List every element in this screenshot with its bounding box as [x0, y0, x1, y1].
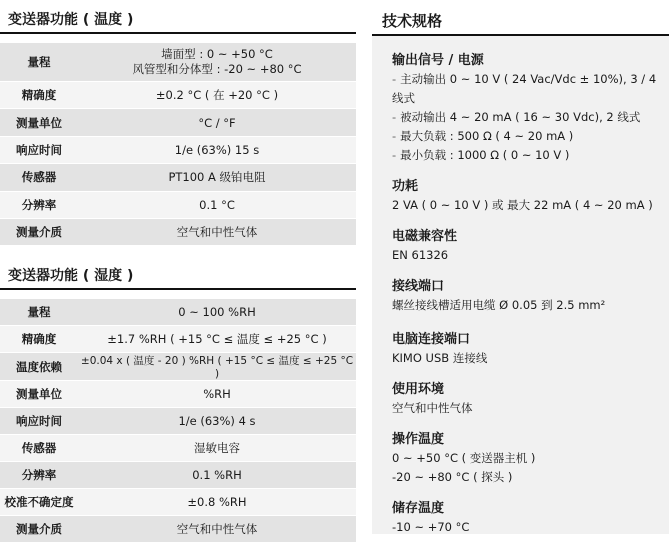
emc-heading: 电磁兼容性: [392, 229, 458, 244]
row-value: 0.1 %RH: [78, 462, 356, 489]
row-value: °C / °F: [78, 109, 356, 136]
table-row: [0, 299, 356, 326]
storage-heading: 储存温度: [392, 501, 445, 516]
env-value: 空气和中性气体: [392, 401, 473, 415]
table-row: [0, 109, 356, 136]
humidity-section: [0, 262, 356, 543]
row-key: 量程: [0, 299, 78, 326]
pc-value: KIMO USB 连接线: [392, 351, 488, 365]
spec-body: [372, 52, 669, 537]
row-key: 测量介质: [0, 218, 78, 245]
table-row: [0, 489, 356, 516]
humidity-title: 变送器功能 ( 湿度 ): [0, 262, 356, 290]
table-row: [0, 43, 356, 82]
row-key: 响应时间: [0, 136, 78, 163]
row-key: 量程: [0, 43, 78, 82]
spec-panel: [372, 6, 669, 534]
optemp-heading: 操作温度: [392, 432, 445, 447]
output-line: [392, 127, 669, 146]
table-row: [0, 435, 356, 462]
row-key: 传感器: [0, 164, 78, 191]
table-row: [0, 381, 356, 408]
row-value: PT100 A 级铂电阻: [78, 164, 356, 191]
dash-glyph: -: [392, 129, 397, 143]
table-row: [0, 408, 356, 435]
row-value: [78, 43, 356, 82]
row-value: 1/e (63%) 4 s: [78, 408, 356, 435]
row-value: %RH: [78, 381, 356, 408]
table-row: [0, 326, 356, 353]
row-key: 测量单位: [0, 109, 78, 136]
table-row: [0, 136, 356, 163]
row-key: 校准不确定度: [0, 489, 78, 516]
table-row: [0, 218, 356, 245]
storage-value: -10 ~ +70 °C: [392, 520, 470, 534]
row-key: 温度依赖: [0, 353, 78, 381]
table-row: [0, 164, 356, 191]
dash-glyph: -: [392, 72, 397, 86]
terminal-value: 螺丝接线槽适用电缆 Ø 0.05 到 2.5 mm²: [392, 298, 606, 312]
temperature-title: 变送器功能 ( 温度 ): [0, 6, 356, 34]
row-value: 0 ~ 100 %RH: [78, 299, 356, 326]
row-value: ±0.04 x ( 温度 - 20 ) %RH ( +15 °C ≤ 温度 ≤ +25 °C ): [78, 353, 356, 381]
table-row: [0, 191, 356, 218]
table-row: [0, 82, 356, 109]
emc-value: EN 61326: [392, 248, 449, 262]
range-duct: 风管型和分体型 : -20 ~ +80 °C: [132, 62, 302, 76]
temperature-section: [0, 6, 356, 246]
power-value: 2 VA ( 0 ~ 10 V ) 或 最大 22 mA ( 4 ~ 20 mA ): [392, 198, 653, 212]
output-line: [392, 146, 669, 165]
range-wall: 墙面型 : 0 ~ +50 °C: [161, 47, 273, 61]
table-row: [0, 516, 356, 543]
output-line: [392, 108, 669, 127]
terminal-heading: 接线端口: [392, 279, 445, 294]
output-max-load: 最大负载 : 500 Ω ( 4 ~ 20 mA ): [400, 129, 574, 143]
output-passive: 被动输出 4 ~ 20 mA ( 16 ~ 30 Vdc), 2 线式: [400, 110, 641, 124]
power-heading: 功耗: [392, 179, 419, 194]
temperature-table: [0, 43, 356, 246]
pc-heading: 电脑连接端口: [392, 332, 471, 347]
dash-glyph: -: [392, 148, 397, 162]
output-min-load: 最小负载 : 1000 Ω ( 0 ~ 10 V ): [400, 148, 570, 162]
row-value: ±0.8 %RH: [78, 489, 356, 516]
row-value: 湿敏电容: [78, 435, 356, 462]
output-heading: 输出信号 / 电源: [392, 53, 484, 68]
row-key: 响应时间: [0, 408, 78, 435]
row-value: 空气和中性气体: [78, 218, 356, 245]
optemp-probe: -20 ~ +80 °C ( 探头 ): [392, 470, 513, 484]
table-row: [0, 462, 356, 489]
optemp-main: 0 ~ +50 °C ( 变送器主机 ): [392, 451, 536, 465]
dash-glyph: -: [392, 110, 397, 124]
row-value: 0.1 °C: [78, 191, 356, 218]
output-active: 主动输出 0 ~ 10 V ( 24 Vac/Vdc ± 10%), 3 / 4 线式: [392, 72, 657, 105]
spec-title: 技术规格: [372, 6, 669, 36]
row-key: 精确度: [0, 326, 78, 353]
row-key: 测量单位: [0, 381, 78, 408]
row-key: 测量介质: [0, 516, 78, 543]
row-value: 1/e (63%) 15 s: [78, 136, 356, 163]
row-value: ±1.7 %RH ( +15 °C ≤ 温度 ≤ +25 °C ): [78, 326, 356, 353]
row-value: 空气和中性气体: [78, 516, 356, 543]
humidity-table: [0, 299, 356, 543]
output-line: [392, 70, 669, 108]
row-key: 分辨率: [0, 462, 78, 489]
row-key: 传感器: [0, 435, 78, 462]
env-heading: 使用环境: [392, 382, 445, 397]
row-value: ±0.2 °C ( 在 +20 °C ): [78, 82, 356, 109]
row-key: 精确度: [0, 82, 78, 109]
row-key: 分辨率: [0, 191, 78, 218]
table-row: [0, 353, 356, 381]
